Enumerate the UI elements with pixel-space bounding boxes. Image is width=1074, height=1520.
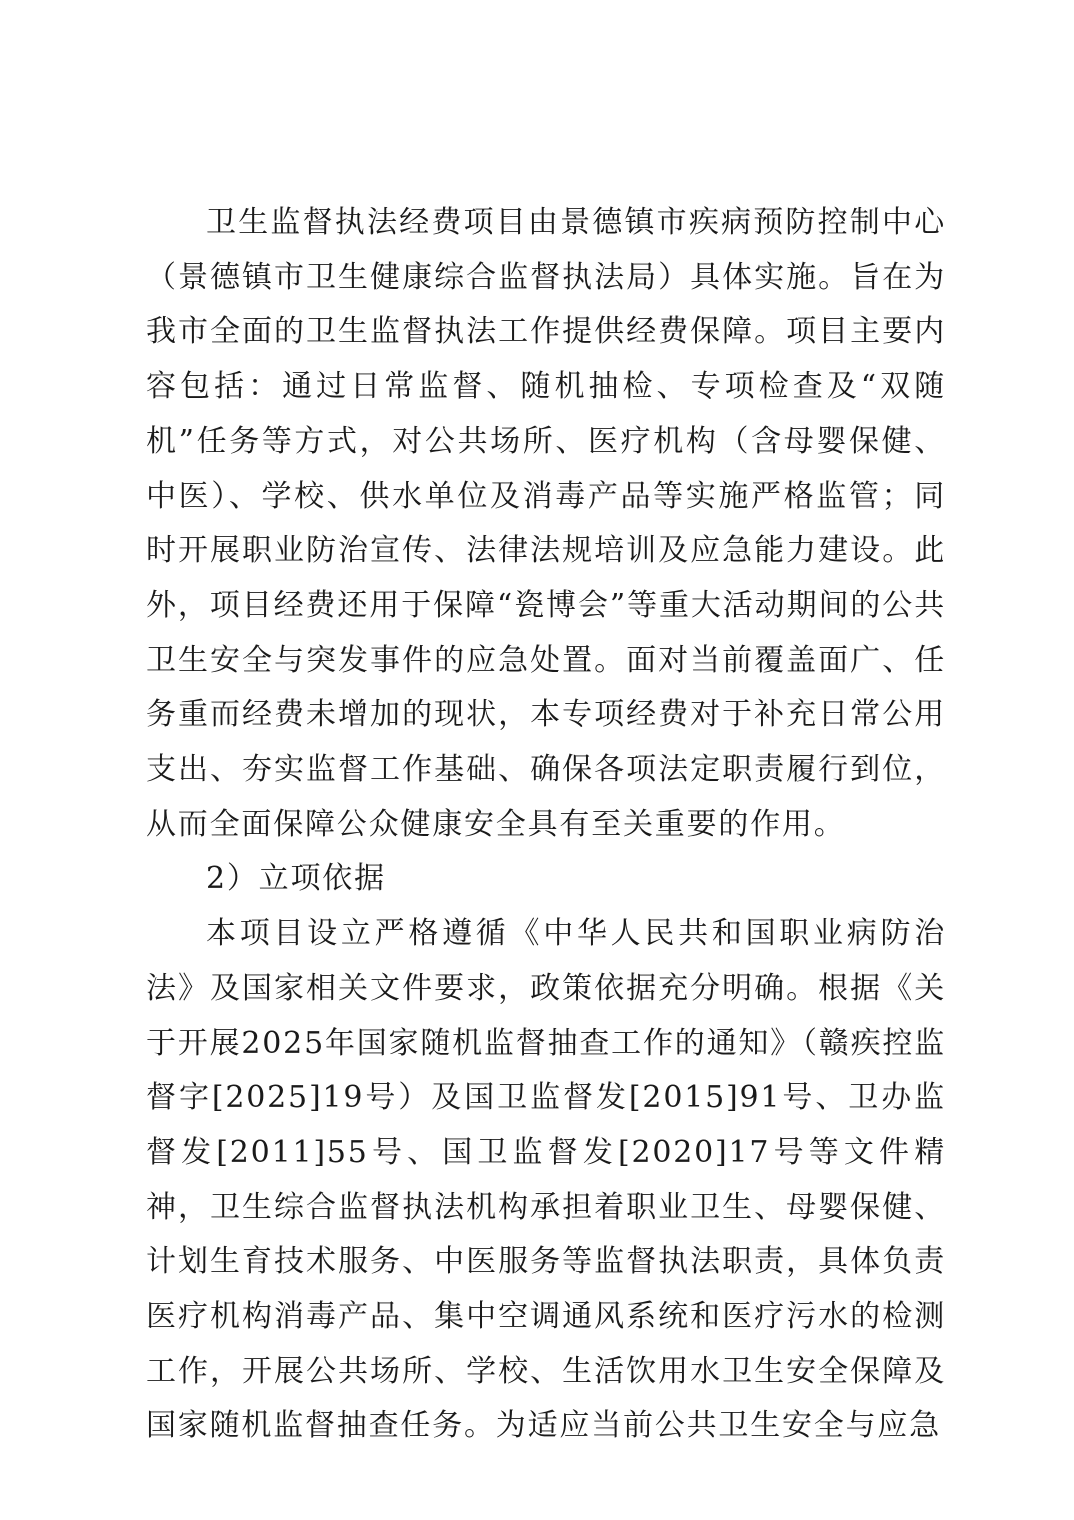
section-heading-basis: 2）立项依据 [206, 861, 386, 897]
document-body [146, 196, 946, 1454]
paragraph-project-basis: 本项目设立严格遵循《中华人民共和国职业病防治法》及国家相关文件要求，政策依据充分明确。根据《关于开展2025年国家随机监督抽查工作的通知》（赣疾控监督字[2025]19号）及国卫监督发[2015]91号、卫办监督发[2011]55号、国卫监督发[2020]17号等文件精神，卫生综合监督执法机构承担着职业卫生、母婴保健、计划生育技术服务、中医服务等监督执法职责，具体负责医疗机构消毒产品、集中空调通风系统和医疗污水的检测工作，开展公共场所、学校、生活饮用水卫生安全保障及国家随机监督抽查任务。为适应当前公共卫生安全与应急 [146, 916, 946, 1444]
paragraph-project-overview: 卫生监督执法经费项目由景德镇市疾病预防控制中心（景德镇市卫生健康综合监督执法局）具体实施。旨在为我市全面的卫生监督执法工作提供经费保障。项目主要内容包括：通过日常监督、随机抽检、专项检查及“双随机”任务等方式，对公共场所、医疗机构（含母婴保健、中医）、学校、供水单位及消毒产品等实施严格监管；同时开展职业防治宣传、法律法规培训及应急能力建设。此外，项目经费还用于保障“瓷博会”等重大活动期间的公共卫生安全与突发事件的应急处置。面对当前覆盖面广、任务重而经费未增加的现状，本专项经费对于补充日常公用支出、夯实监督工作基础、确保各项法定职责履行到位，从而全面保障公众健康安全具有至关重要的作用。 [146, 205, 946, 842]
